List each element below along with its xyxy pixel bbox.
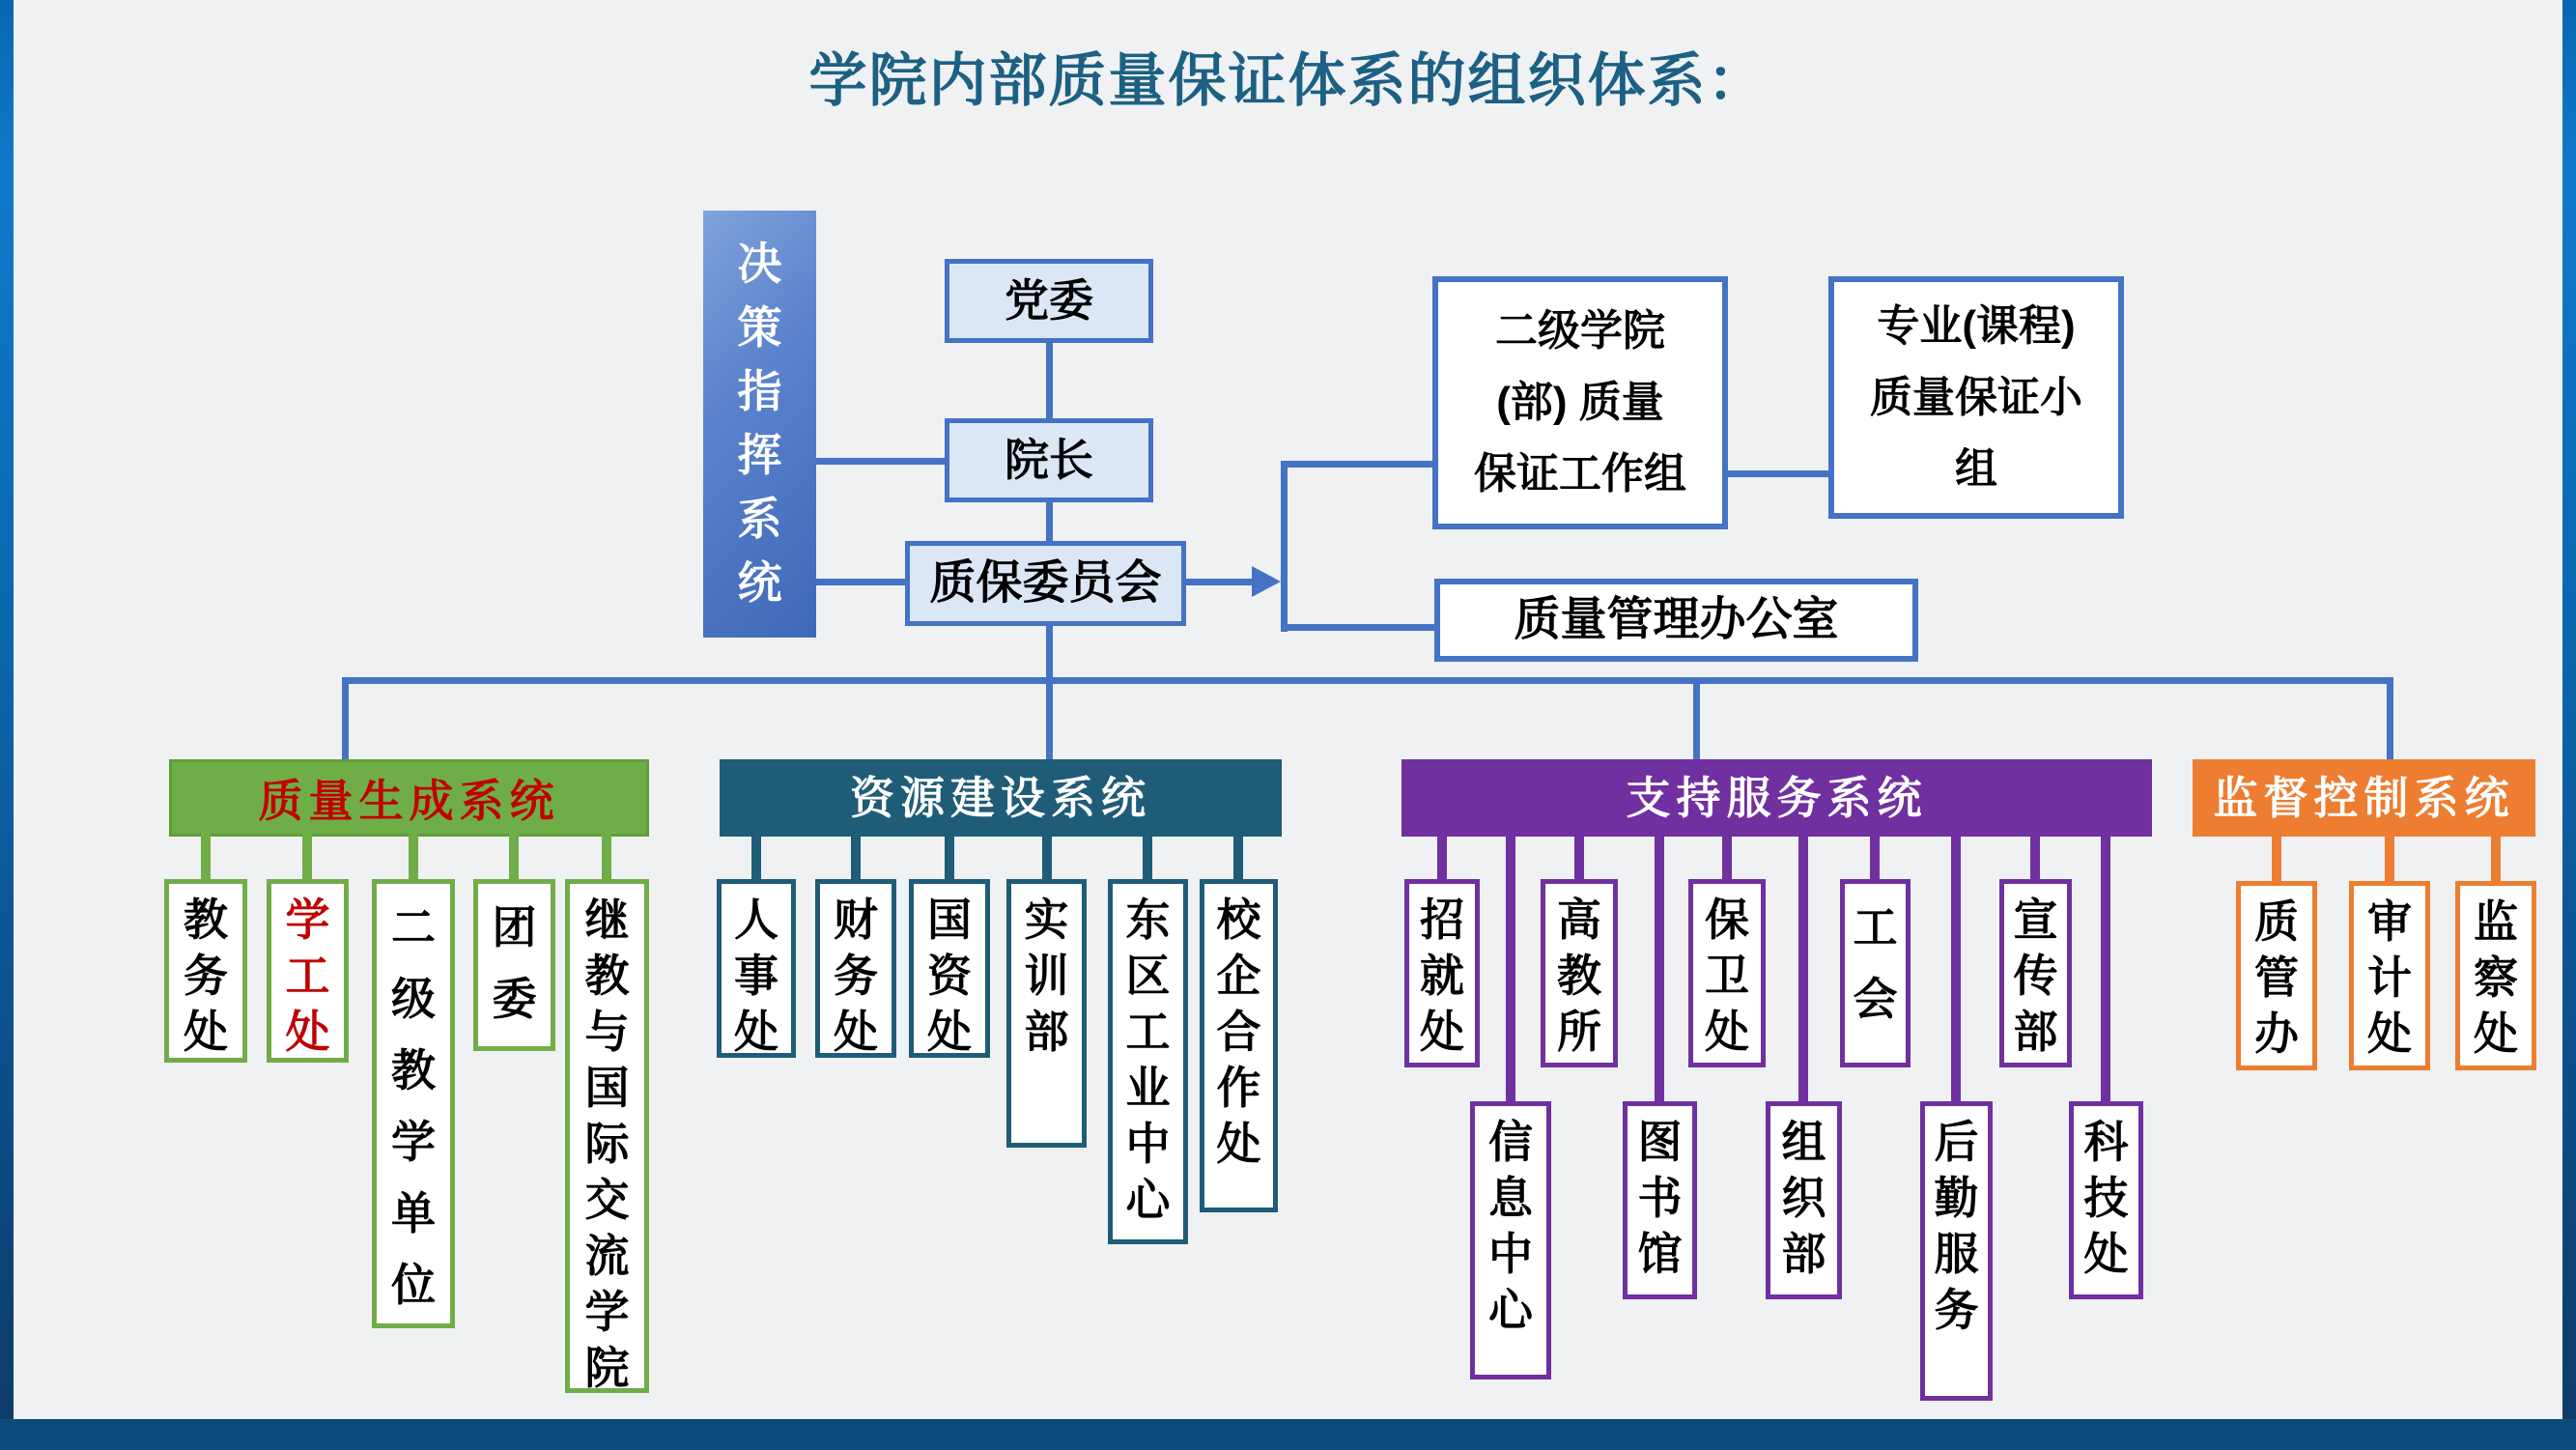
support-service-header: 支持服务系统: [1401, 759, 2152, 837]
connector-workgroup-professional: [1728, 470, 1828, 477]
box-houqinfuwu: 后 勤 服 务: [1920, 1101, 1993, 1401]
supervision-control-header: 监督控制系统: [2193, 759, 2535, 837]
professional-line: 组: [1955, 444, 1997, 493]
box-tushuguan: 图 书 馆: [1623, 1101, 1697, 1299]
stub-jijiao: [602, 833, 611, 881]
professional-line: 专业(课程): [1877, 301, 2076, 350]
president-box: 院长: [945, 418, 1153, 502]
connector-committee-distribution: [1046, 624, 1053, 761]
connector-president-committee: [1046, 502, 1053, 545]
distribution-line: [342, 677, 2393, 684]
stub-shixunbu: [1042, 833, 1052, 881]
stub-guozichu: [945, 833, 954, 881]
stub-shenjichu: [2385, 833, 2394, 883]
box-gaojiaosuo: 高 教 所: [1541, 879, 1618, 1067]
quality-generation-header: 质量生成系统: [169, 759, 649, 837]
box-jianchachu: 监 察 处: [2455, 881, 2536, 1070]
stub-to-quality-system: [342, 677, 349, 761]
stub-zuzhibu: [1798, 833, 1808, 1103]
stub-xuegongchu: [302, 833, 312, 881]
stub-tuanwei: [509, 833, 519, 881]
workgroup-line: (部) 质量: [1496, 379, 1664, 426]
stub-baoweichu: [1722, 833, 1732, 881]
connector-committee-arrow: [1186, 579, 1256, 585]
stub-jiaowuchu: [201, 833, 211, 881]
secondary-college-workgroup-box: [1432, 276, 1728, 529]
box-zuzhibu: 组 织 部: [1766, 1101, 1842, 1299]
connector-decision-committee: [816, 579, 905, 585]
box-guozichu: 国 资 处: [909, 879, 990, 1058]
stub-xinxizhongxin: [1506, 833, 1515, 1103]
box-shenjichu: 审 计 处: [2349, 881, 2430, 1070]
stub-erjijiaoxue: [409, 833, 418, 881]
quality-management-office-box: [1434, 579, 1918, 662]
resource-construction-header: 资源建设系统: [720, 759, 1282, 837]
professional-line: 质量保证小: [1870, 373, 2082, 421]
box-xinxizhongxin: 信 息 中 心: [1470, 1101, 1551, 1379]
box-jiaowuchu: 教 务 处: [164, 879, 247, 1063]
stub-gonghui: [1870, 833, 1880, 881]
box-xuegongchu: 学 工 处: [267, 879, 349, 1063]
bottom-frame-bar: [0, 1419, 2576, 1450]
box-erjijiaoxue: 二 级 教 学 单 位: [372, 879, 455, 1328]
box-caiwuchu: 财 务 处: [815, 879, 896, 1058]
box-shixunbu: 实 训 部: [1006, 879, 1087, 1148]
stub-houqinfuwu: [1951, 833, 1961, 1103]
box-dongqu-gongye: 东 区 工 业 中 心: [1108, 879, 1188, 1244]
box-zhaojiuchu: 招 就 处: [1404, 879, 1480, 1067]
decision-command-system-box: 决 策 指 挥 系 统: [703, 211, 816, 638]
arrow-right-icon: [1252, 566, 1281, 597]
connector-decision-president: [816, 458, 945, 465]
workgroup-line: 保证工作组: [1474, 450, 1686, 498]
connector-bracket-office: [1288, 624, 1434, 631]
box-tuanwei: 团 委: [473, 879, 555, 1051]
stub-zhaojiuchu: [1437, 833, 1447, 881]
box-kejichu: 科 技 处: [2069, 1101, 2143, 1299]
left-frame-bar: [0, 0, 14, 1450]
stub-to-support-system: [1693, 677, 1700, 761]
party-committee-box: 党委: [945, 259, 1153, 343]
qm-office-label: 质量管理办公室: [1514, 594, 1839, 645]
box-xiaoqi-hezuo: 校 企 合 作 处: [1200, 879, 1278, 1212]
stub-xuanchuanbu: [2030, 833, 2040, 881]
stub-jianchachu: [2491, 833, 2501, 883]
connector-bracket-workgroup: [1288, 461, 1432, 468]
stub-xiaoqi: [1233, 833, 1243, 881]
stub-dongqu: [1143, 833, 1152, 881]
stub-kejichu: [2101, 833, 2110, 1103]
box-zhiguanban: 质 管 办: [2236, 881, 2317, 1070]
box-jijiao: 继 教 与 国 际 交 流 学 院: [565, 879, 649, 1393]
connector-party-president: [1046, 343, 1053, 422]
box-xuanchuanbu: 宣 传 部: [1999, 879, 2072, 1067]
bracket-vertical-line: [1281, 461, 1288, 632]
workgroup-line: 二级学院: [1495, 307, 1665, 355]
box-renshichu: 人 事 处: [717, 879, 796, 1058]
stub-zhiguanban: [2272, 833, 2281, 883]
qa-committee-box: 质保委员会: [905, 541, 1186, 626]
box-baoweichu: 保 卫 处: [1688, 879, 1766, 1067]
stub-to-supervision-system: [2387, 677, 2393, 761]
page-title: 学院内部质量保证体系的组织体系：: [808, 48, 1768, 113]
box-gonghui: 工 会: [1840, 879, 1911, 1067]
stub-gaojiaosuo: [1574, 833, 1584, 881]
stub-tushuguan: [1655, 833, 1664, 1103]
professional-course-qa-group-box: [1828, 276, 2124, 519]
stub-caiwuchu: [851, 833, 861, 881]
stub-renshichu: [751, 833, 761, 881]
right-frame-bar: [2562, 0, 2576, 1450]
